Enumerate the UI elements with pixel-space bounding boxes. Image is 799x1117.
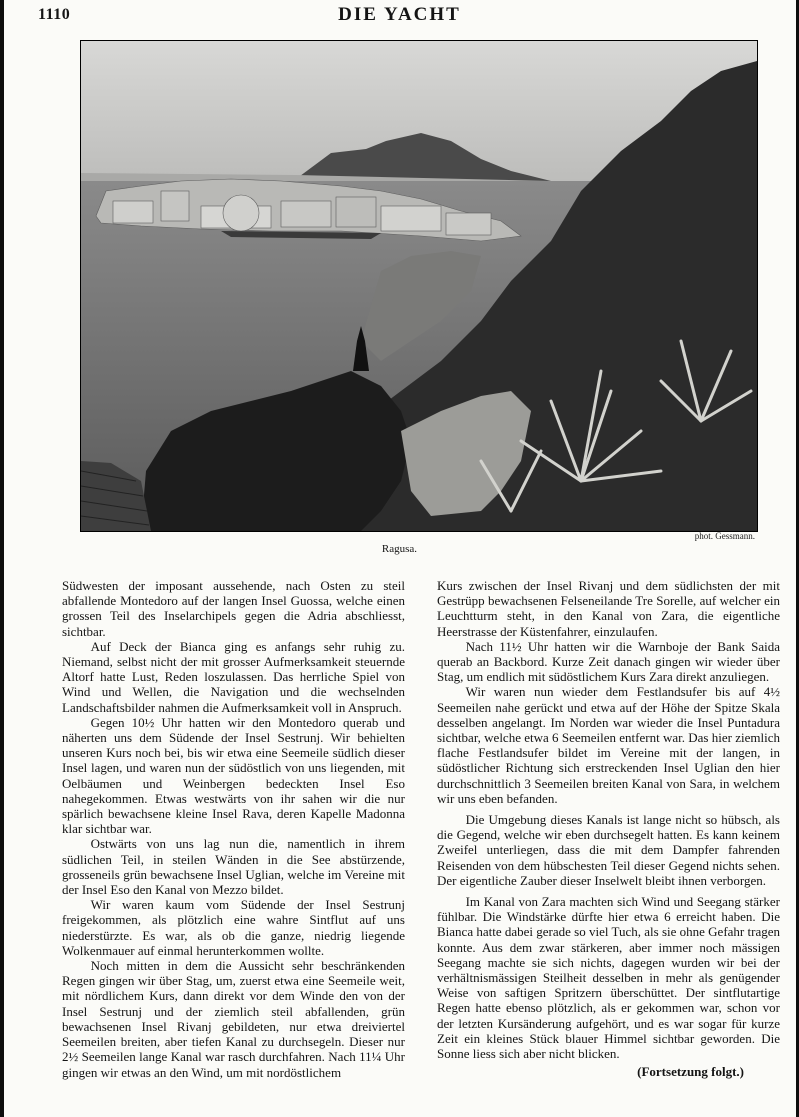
paragraph: Die Umgebung dieses Kanals ist lange nicht so hübsch, als die Gegend, welche wir eben durchsegelt hatten. Es kann keinem Zweifel unterliegen, dass die mit dem Dampfer fahrenden Reisenden von dem hübschesten Teil dieser Gegend nichts sehen. Der eigentliche Zauber dieser Inselwelt bleibt ihnen verborgen. bbox=[437, 812, 780, 888]
paragraph: Südwesten der imposant aussehende, nach Osten zu steil abfallende Montedoro auf der langen Insel Guossa, welche einen grossen Teil des Inselarchipels gegen die Adria abschliesst, sichtbar. bbox=[62, 578, 405, 639]
photo-illustration bbox=[81, 41, 757, 531]
journal-title: DIE YACHT bbox=[338, 4, 461, 25]
paragraph: Kurs zwischen der Insel Rivanj und dem südlichsten der mit Gestrüpp bewachsenen Felseneilande Tre Sorelle, auf welcher ein Leuchtturm steht, in den Kanal von Zara, die eigentliche Heerstrasse der Küstenfahrer, einzulaufen. bbox=[437, 578, 780, 639]
page-number: 1110 bbox=[38, 6, 71, 23]
continuation-note: (Fortsetzung folgt.) bbox=[637, 1064, 744, 1080]
paragraph: Ostwärts von uns lag nun die, namentlich in ihrem südlichen Teil, in steilen Wänden in die See abstürzende, grosseneils grün bewachsene Insel Uglian, welche im Vereine mit der Insel Eso den Kanal von Mezzo bildet. bbox=[62, 836, 405, 898]
paragraph: Nach 11½ Uhr hatten wir die Warnboje der Bank Saida querab an Backbord. Kurze Zeit danach gingen wir wieder über Stag, um endlich mit südöstlichem Kurs Zara direkt anzuliegen. bbox=[437, 638, 780, 685]
photo-credit: phot. Gessmann. bbox=[694, 531, 755, 541]
ragusa-photograph bbox=[80, 40, 758, 532]
paragraph: Wir waren kaum vom Südende der Insel Sestrunj freigekommen, als plötzlich eine wahre Sintflut auf uns niederstürzte. Es war, als ob die ganze, niedrig liegende Wolkenmauer auf einmal herunterkommen wollte. bbox=[62, 897, 405, 958]
paragraph: Wir waren nun wieder dem Festlandsufer bis auf 4½ Seemeilen nahe gerückt und etwa auf der Höhe der Spitze Skala desselben angelangt. Im Norden war wieder die Insel Puntadura sichtbar, welche etwa 6 Seemeilen entfernt war. Das hier ziemlich flache Festlandsufer bildet im Vereine mit der langen, in südöstlicher Richtung sich erstreckenden Insel Uglian den hier durchschnittlich 3 Seemeilen breiten Kanal von Sara, in welchem wir uns eben befanden. bbox=[437, 684, 780, 806]
left-text-column bbox=[62, 578, 405, 1080]
paragraph: Im Kanal von Zara machten sich Wind und Seegang stärker fühlbar. Die Windstärke dürfte hier etwa 6 erreicht haben. Die Bianca hatte dabei gerade so viel Tuch, als sie ohne Gefahr tragen konnte. Aus dem zwar stärkeren, aber immer noch mässigen Seegang machte sie sich nichts, dagegen wurden wir bei der verhältnismässigen Steilheit desselben in mehr als genügender Weise von saftigen Spritzern überschüttet. Der sintflutartige Regen hatte ebenso plötzlich, als er gekommen war, schon vor der letzten Kursänderung aufgehört, und es war sogar für kurze Zeit ein kleines Stück blauer Himmel sichtbar geworden. Die Sonne liess sich aber nicht blicken. bbox=[437, 894, 780, 1062]
paragraph: Auf Deck der Bianca ging es anfangs sehr ruhig zu. Niemand, selbst nicht der mit grosser Aufmerksamkeit steuernde Altorf hatte Lust, Reden loszulassen. Das herrliche Spiel von Wind und Wellen, die Navigation und die wechselnden Landschaftsbilder nahmen die Aufmerksamkeit voll in Anspruch. bbox=[62, 638, 405, 715]
scan-edge-left bbox=[0, 0, 4, 1117]
paragraph: Noch mitten in dem die Aussicht sehr beschränkenden Regen gingen wir über Stag, um, zuerst etwa eine Seemeile weit, mit nördlichem Kurs, dann direkt vor dem Winde den von der Insel Sestrunj und der ziemlich steil abfallenden, grün bewachsenen Insel Rivanj gebildeten, nur etwa dreiviertel Seemeilen breiten, aber tiefen Kanal zu durchsegeln. Dieser nur 2½ Seemeilen lange Kanal war rasch durchfahren. Nach 11¼ Uhr gingen wir etwas an den Wind, um mit nordöstlichem bbox=[62, 958, 405, 1080]
paragraph: Gegen 10½ Uhr hatten wir den Montedoro querab und näherten uns dem Südende der Insel Sestrunj. Wir behielten unseren Kurs noch bei, bis wir etwa eine Seemeile südlich dieser Insel lagen, und waren nun der südöstlich von uns liegenden, mit Oelbäumen und Weinbergen bedeckten Insel Eso nahegekommen. Etwas westwärts von ihr sahen wir die nur spärlich bewachsene kleine Insel Rava, deren Kapelle Madonna klar sichtbar war. bbox=[62, 714, 405, 837]
right-text-column bbox=[437, 578, 780, 1080]
photo-caption: Ragusa. bbox=[381, 543, 418, 555]
